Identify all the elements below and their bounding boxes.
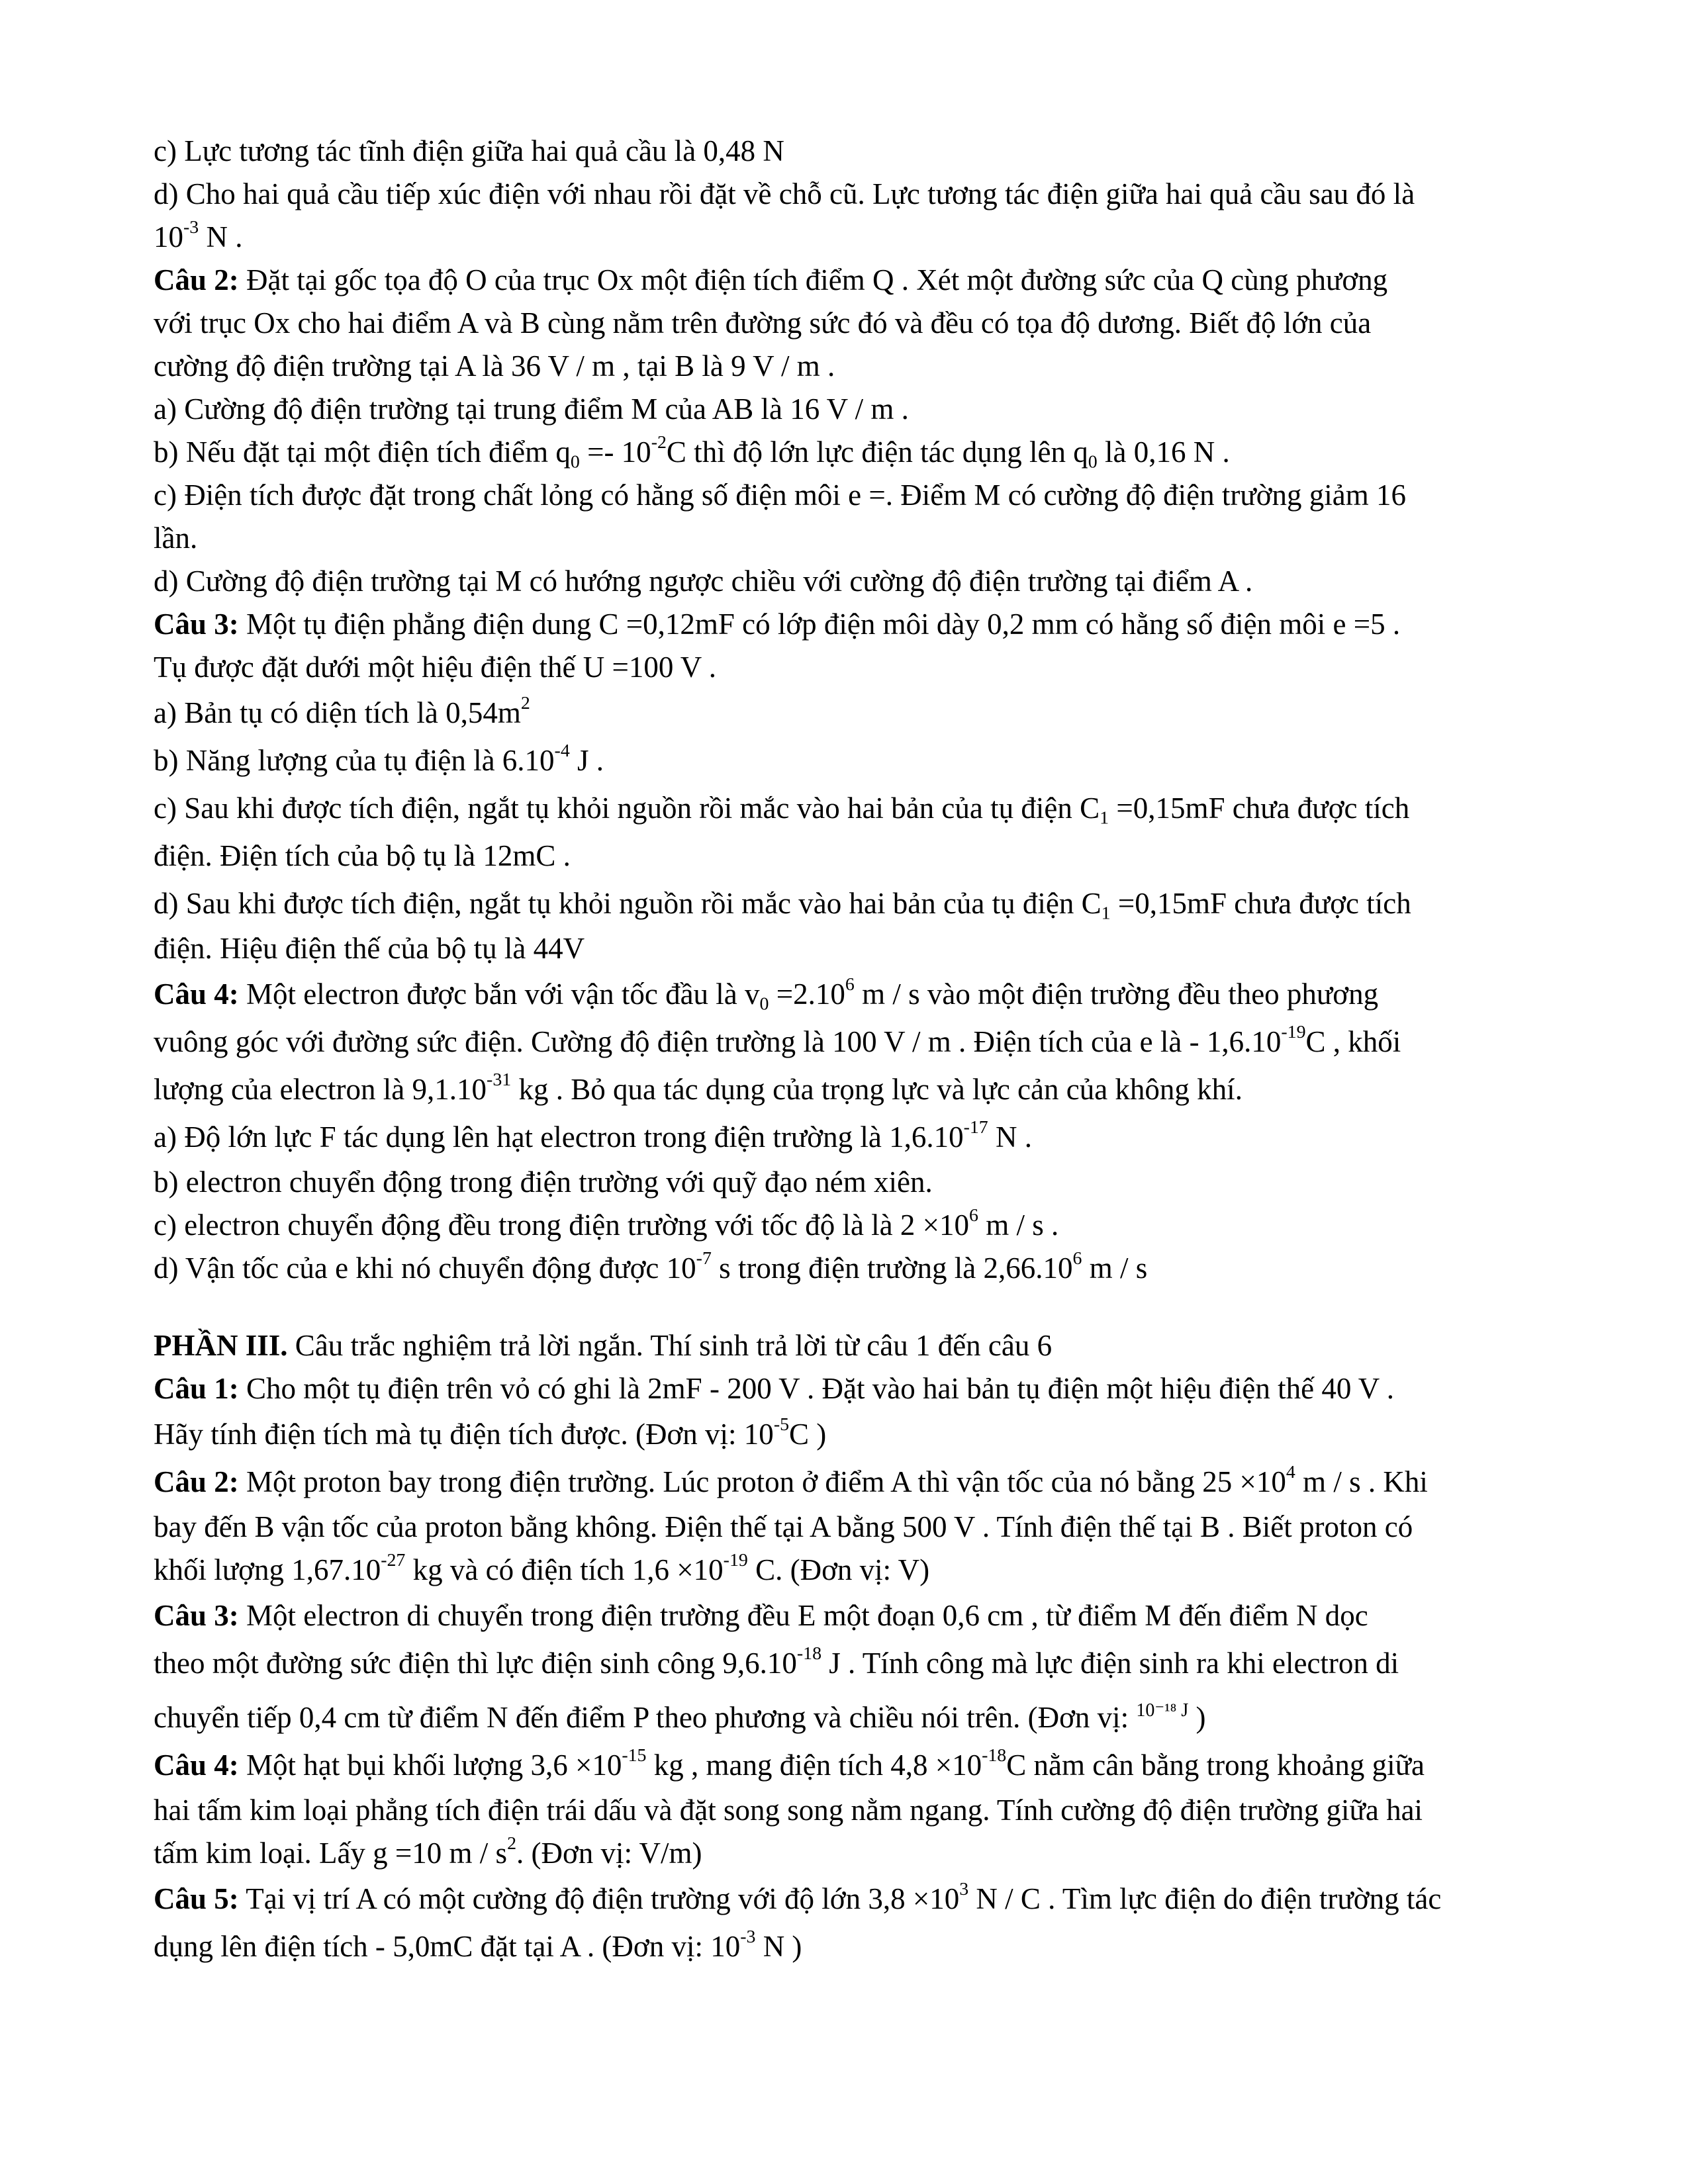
q1-d-base: 10 <box>154 220 183 253</box>
p3-q3-l2-exp: -18 <box>796 1643 822 1664</box>
q3-label: Câu 3: <box>154 608 239 641</box>
q3-c-text-2: điện. Điện tích của bộ tụ là 12mC . <box>154 839 571 872</box>
p3-q1-label: Câu 1: <box>154 1372 239 1405</box>
q3-option-d-cont <box>154 927 1590 970</box>
q3-b-exp: -4 <box>554 741 570 762</box>
p3-q2-l2: bay đến B vận tốc của proton bằng không. Điện thế tại A bằng 500 V . Tính điện thế tại B . Biết proton có <box>154 1510 1413 1543</box>
q4-stem-line2 <box>154 1018 1590 1066</box>
p3-q4-l3-post: . (Đơn vị: V/m) <box>516 1836 702 1870</box>
q4-d-mid: s trong điện trường là 2,66.10 <box>711 1251 1073 1285</box>
q2-option-c-cont <box>154 517 1590 560</box>
q4-s3-exp: -31 <box>487 1069 512 1091</box>
q2-stem-3: cường độ điện trường tại A là 36 V / m , tại B là 9 V / m . <box>154 349 835 383</box>
q4-s1-pre: Một electron được bắn với vận tốc đầu là v <box>238 978 760 1011</box>
q2-option-c-text: c) Điện tích được đặt trong chất lỏng có hằng số điện môi e =. Điểm M có cường độ điện trường giảm 16 <box>154 478 1407 512</box>
q2-b-sub1: 0 <box>1088 451 1098 473</box>
q3-option-b <box>154 737 1590 784</box>
p3-q1-l2-exp: -5 <box>773 1414 790 1435</box>
q2-b-exp: -2 <box>651 432 667 453</box>
q2-stem <box>154 259 1590 302</box>
p3-q2-line3 <box>154 1549 1590 1592</box>
p3-q4-line2 <box>154 1789 1590 1832</box>
part3-heading-text: Câu trắc nghiệm trả lời ngắn. Thí sinh trả lời từ câu 1 đến câu 6 <box>287 1329 1053 1362</box>
p3-q2 <box>154 1458 1590 1506</box>
p3-q3-line3 <box>154 1687 1590 1741</box>
p3-q5-l1-post: N / C . Tìm lực điện do điện trường tác <box>968 1882 1442 1915</box>
q1-option-c-text: c) Lực tương tác tĩnh điện giữa hai quả cầu là 0,48 N <box>154 134 784 167</box>
q2-stem-line2 <box>154 302 1590 345</box>
q3-c-pre: c) Sau khi được tích điện, ngắt tụ khỏi nguồn rồi mắc vào hai bản của tụ điện C <box>154 792 1100 825</box>
q4-c-exp: 6 <box>969 1205 978 1226</box>
q4-a-pre: a) Độ lớn lực F tác dụng lên hạt electron trong điện trường là 1,6.10 <box>154 1120 964 1154</box>
p3-q5-l2-post: N ) <box>755 1929 802 1963</box>
q2-b-sub0: 0 <box>570 451 580 473</box>
q4-c-post: m / s . <box>978 1208 1059 1242</box>
q3-b-pre: b) Năng lượng của tụ điện là 6.10 <box>154 744 555 777</box>
q2-b-post: là 0,16 N . <box>1097 435 1230 469</box>
p3-q4-l3-exp: 2 <box>507 1833 517 1854</box>
q4-a-post: N . <box>988 1120 1033 1154</box>
p3-q1-line1: Cho một tụ điện trên vỏ có ghi là 2mF - 200 V . Đặt vào hai bản tụ điện một hiệu điện thế 40 V . <box>238 1372 1394 1405</box>
q3-b-post: J . <box>569 744 604 777</box>
q1-d-unit: N . <box>199 220 243 253</box>
p3-q4-l3-pre: tấm kim loại. Lấy g =10 m / s <box>154 1836 508 1870</box>
p3-q5-l1-pre: Tại vị trí A có một cường độ điện trường với độ lớn 3,8 ×10 <box>238 1882 960 1915</box>
q3-stem-2: Tụ được đặt dưới một hiệu điện thế U =100 V . <box>154 651 716 684</box>
q1-option-d-text: d) Cho hai quả cầu tiếp xúc điện với nhau rồi đặt về chỗ cũ. Lực tương tác điện giữa hai quả cầu sau đó là <box>154 177 1415 210</box>
p3-q4-l1-mid: kg , mang điện tích 4,8 ×10 <box>646 1748 982 1782</box>
p3-q1-line2 <box>154 1410 1590 1458</box>
q4-s2-post: C , khối <box>1305 1025 1401 1058</box>
q2-stem-2: với trục Ox cho hai điểm A và B cùng nằm trên đường sức đó và đều có tọa độ dương. Biết độ lớn của <box>154 306 1372 340</box>
q3-a-exp: 2 <box>520 693 530 714</box>
q4-s1-exp: 6 <box>845 974 855 995</box>
p3-q2-line2 <box>154 1506 1590 1549</box>
q4-a-exp: -17 <box>963 1117 988 1138</box>
q1-option-d <box>154 173 1590 216</box>
p3-q3-label: Câu 3: <box>154 1599 239 1632</box>
q3-option-c-cont <box>154 832 1590 880</box>
p3-q2-l1-post: m / s . Khi <box>1295 1465 1428 1498</box>
q2-stem-1: Đặt tại gốc tọa độ O của trục Ox một điện tích điểm Q . Xét một đường sức của Q cùng phương <box>238 263 1388 296</box>
p3-q3-l2-pre: theo một đường sức điện thì lực điện sinh công 9,6.10 <box>154 1647 797 1680</box>
q2-option-c-text-2: lần. <box>154 522 198 555</box>
p3-q2-l1-pre: Một proton bay trong điện trường. Lúc proton ở điểm A thì vận tốc của nó bằng 25 ×10 <box>238 1465 1286 1498</box>
p3-q3-l2-post: J . Tính công mà lực điện sinh ra khi electron di <box>821 1647 1399 1680</box>
q4-d-post: m / s <box>1082 1251 1148 1285</box>
q4-option-a <box>154 1113 1590 1161</box>
p3-q2-l3-post: C. (Đơn vị: V) <box>747 1553 930 1586</box>
q3-stem <box>154 603 1590 646</box>
q3-c-post: =0,15mF chưa được tích <box>1109 792 1410 825</box>
q4-c-pre: c) electron chuyển động đều trong điện trường với tốc độ là là 2 ×10 <box>154 1208 970 1242</box>
q2-option-d <box>154 560 1590 603</box>
p3-q2-l3-mid: kg và có điện tích 1,6 ×10 <box>405 1553 724 1586</box>
q1-option-c <box>154 130 1590 173</box>
p3-q5-l2-exp: -3 <box>740 1926 756 1947</box>
p3-q5 <box>154 1875 1590 1923</box>
p3-q1-l2-post: C ) <box>789 1418 827 1451</box>
q1-option-d-cont <box>154 216 1590 259</box>
p3-q4 <box>154 1741 1590 1789</box>
q3-d-sub: 1 <box>1101 903 1111 924</box>
q3-stem-1: Một tụ điện phẳng điện dung C =0,12mF có lớp điện môi dày 0,2 mm có hằng số điện môi e =5 . <box>238 608 1401 641</box>
q4-s3-pre: lượng của electron là 9,1.10 <box>154 1073 487 1106</box>
q3-option-d <box>154 880 1590 927</box>
p3-q2-label: Câu 2: <box>154 1465 239 1498</box>
section-gap <box>154 1290 1590 1324</box>
p3-q4-l1-post: C nằm cân bằng trong khoảng giữa <box>1006 1748 1425 1782</box>
q2-stem-line3 <box>154 345 1590 388</box>
p3-q2-l3-exp: -27 <box>381 1550 406 1571</box>
p3-q2-l3-pre: khối lượng 1,67.10 <box>154 1553 381 1586</box>
p3-q5-l2-pre: dụng lên điện tích - 5,0mC đặt tại A . (Đơn vị: 10 <box>154 1929 741 1963</box>
q4-s2-pre: vuông góc với đường sức điện. Cường độ điện trường là 100 V / m . Điện tích của e là - 1,6.10 <box>154 1025 1282 1058</box>
q4-option-d <box>154 1247 1590 1290</box>
part3-heading-bold: PHẦN III. <box>154 1329 288 1362</box>
q3-d-pre: d) Sau khi được tích điện, ngắt tụ khỏi nguồn rồi mắc vào hai bản của tụ điện C <box>154 887 1102 920</box>
q3-d-text-2: điện. Hiệu điện thế của bộ tụ là 44V <box>154 932 585 965</box>
q2-label: Câu 2: <box>154 263 239 296</box>
exam-page <box>154 130 1590 1970</box>
p3-q4-line3 <box>154 1832 1590 1875</box>
q1-d-exp: -3 <box>183 217 199 238</box>
q3-option-a <box>154 689 1590 737</box>
q3-c-sub: 1 <box>1100 807 1109 829</box>
q4-option-c <box>154 1204 1590 1247</box>
p3-q2-l3-exp2: -19 <box>723 1550 748 1571</box>
q3-d-post: =0,15mF chưa được tích <box>1110 887 1411 920</box>
q2-b-pre: b) Nếu đặt tại một điện tích điểm q <box>154 435 571 469</box>
p3-q4-l2: hai tấm kim loại phẳng tích điện trái dấu và đặt song song nằm ngang. Tính cường độ điện trường giữa hai <box>154 1793 1423 1827</box>
p3-q5-l1-exp: 3 <box>959 1878 969 1899</box>
p3-q3-line2 <box>154 1639 1590 1687</box>
p3-q1 <box>154 1367 1590 1410</box>
part3-heading <box>154 1324 1590 1367</box>
p3-q4-l1-pre: Một hạt bụi khối lượng 3,6 ×10 <box>238 1748 622 1782</box>
q4-s3-post: kg . Bỏ qua tác dụng của trọng lực và lực cản của không khí. <box>511 1073 1243 1106</box>
q2-option-c <box>154 474 1590 517</box>
q4-s2-exp: -19 <box>1281 1022 1306 1043</box>
p3-q5-line2 <box>154 1923 1590 1970</box>
q2-option-b <box>154 431 1590 474</box>
p3-q3-unit: 10⁻¹⁸ J <box>1136 1700 1189 1721</box>
q2-b-mid: =- 10 <box>579 435 651 469</box>
q4-b-text: b) electron chuyển động trong điện trường với quỹ đạo ném xiên. <box>154 1165 933 1199</box>
q2-option-a-text: a) Cường độ điện trường tại trung điểm M của AB là 16 V / m . <box>154 392 909 426</box>
p3-q4-l1-exp2: -18 <box>982 1745 1007 1766</box>
q4-d-exp2: 6 <box>1072 1248 1082 1269</box>
p3-q3 <box>154 1592 1590 1639</box>
q2-option-d-text: d) Cường độ điện trường tại M có hướng ngược chiều với cường độ điện trường tại điểm A . <box>154 565 1253 598</box>
p3-q2-l1-exp: 4 <box>1286 1462 1295 1483</box>
p3-q3-l3-pre: chuyển tiếp 0,4 cm từ điểm N đến điểm P theo phương và chiều nói trên. (Đơn vị: <box>154 1700 1137 1734</box>
q2-b-mid2: C thì độ lớn lực điện tác dụng lên q <box>666 435 1088 469</box>
q4-s1-mid: =2.10 <box>769 978 845 1011</box>
p3-q1-l2-pre: Hãy tính điện tích mà tụ điện tích được. (Đơn vị: 10 <box>154 1418 774 1451</box>
q4-s1-post: m / s vào một điện trường đều theo phương <box>854 978 1379 1011</box>
q4-d-pre: d) Vận tốc của e khi nó chuyển động được 10 <box>154 1251 696 1285</box>
q4-d-exp: -7 <box>696 1248 712 1269</box>
q4-label: Câu 4: <box>154 978 239 1011</box>
q3-stem-line2 <box>154 646 1590 689</box>
p3-q3-l3-post: ) <box>1188 1700 1206 1734</box>
q4-s1-sub: 0 <box>759 993 769 1015</box>
p3-q3-l1: Một electron di chuyển trong điện trường đều E một đoạn 0,6 cm , từ điểm M đến điểm N dọc <box>238 1599 1368 1632</box>
p3-q4-l1-exp: -15 <box>622 1745 647 1766</box>
p3-q5-label: Câu 5: <box>154 1882 239 1915</box>
p3-q4-label: Câu 4: <box>154 1748 239 1782</box>
q2-option-a <box>154 388 1590 431</box>
q4-stem-line3 <box>154 1066 1590 1113</box>
q4-option-b <box>154 1161 1590 1204</box>
q3-a-pre: a) Bản tụ có diện tích là 0,54m <box>154 696 521 729</box>
q4-stem <box>154 970 1590 1018</box>
q3-option-c <box>154 784 1590 832</box>
